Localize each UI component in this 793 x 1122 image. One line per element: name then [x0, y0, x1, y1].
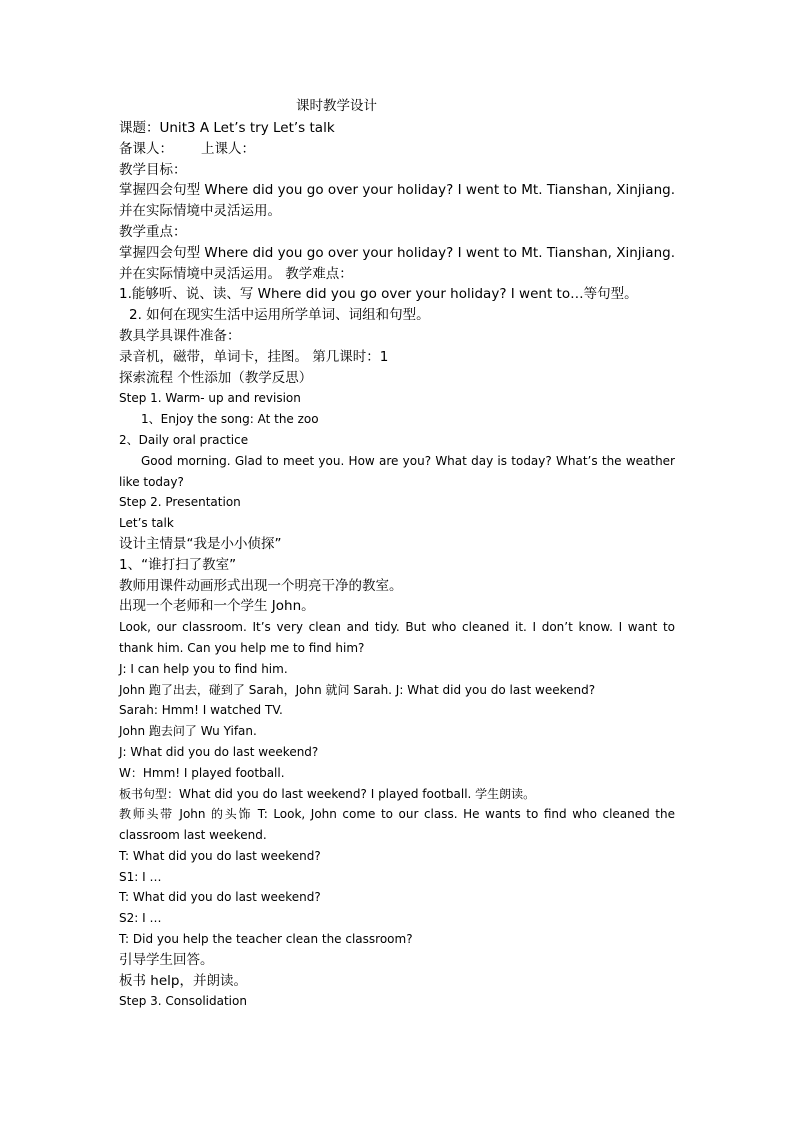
scene-1-heading: 1、“谁打扫了教室”: [119, 556, 237, 573]
step-2-heading: Step 2. Presentation: [119, 495, 241, 510]
board-line-1: 板书句型：What did you do last weekend? I played football. 学生朗读。: [119, 786, 536, 801]
process-heading: 探索流程 个性添加（教学反思）: [119, 369, 313, 386]
preparer-line: [119, 139, 675, 160]
scene-1-description: 教师用课件动画形式出现一个明亮干净的教室。: [119, 577, 403, 594]
teacher-question-3: T: Did you help the teacher clean the classroom?: [119, 932, 413, 947]
preparer-label: 备课人：: [119, 140, 173, 157]
difficulty-item-1: 1.能够听、说、读、写 Where did you go over your holiday? I went to…等句型。: [119, 286, 638, 303]
tools-text: 录音机，磁带，单词卡，挂图。 第几课时：1: [119, 348, 389, 365]
student-1-answer: S1: I …: [119, 869, 162, 884]
document-body: [119, 118, 675, 1012]
guide-line: 引导学生回答。: [119, 951, 214, 968]
john-asks-wu-line: John 跑去问了 Wu Yifan.: [119, 724, 257, 739]
teacher-question-1: T: What did you do last weekend?: [119, 848, 321, 863]
headwear-line: 教师头带 John 的头饰 T: Look, John come to our class. He wants to find who cleaned the classroom last weekend.: [119, 807, 675, 843]
step-1-dialog: Good morning. Glad to meet you. How are you? What day is today? What’s the weather like today?: [119, 453, 675, 489]
john-line-2: J: What did you do last weekend?: [119, 744, 319, 759]
john-line-1: J: I can help you to find him.: [119, 661, 288, 676]
step-3-heading: Step 3. Consolidation: [119, 994, 247, 1009]
tools-heading: 教具学具课件准备：: [119, 327, 241, 344]
sarah-line: Sarah: Hmm! I watched TV.: [119, 703, 283, 718]
goals-text: 掌握四会句型 Where did you go over your holiday? I went to Mt. Tianshan, Xinjiang. 并在实际情境中灵活运用。: [119, 182, 675, 220]
goals-heading: 教学目标：: [119, 161, 187, 178]
key-heading: 教学重点：: [119, 223, 187, 240]
student-2-answer: S2: I …: [119, 911, 162, 926]
scene-1-characters: 出现一个老师和一个学生 John。: [119, 598, 315, 615]
difficulty-item-2: 2. 如何在现实生活中运用所学单词、词组和句型。: [129, 307, 430, 324]
wu-line: W：Hmm! I played football.: [119, 765, 285, 780]
teacher-line: Look, our classroom. It’s very clean and tidy. But who cleaned it. I don’t know. I want to thank him. Can you help me to find him?: [119, 620, 675, 655]
document-title: 课时教学设计: [296, 98, 377, 114]
teacher-label: 上课人：: [201, 140, 255, 157]
topic-line: 课题：Unit3 A Let’s try Let’s talk: [119, 120, 335, 136]
john-runs-line: John 跑了出去，碰到了 Sarah，John 就问 Sarah. J: What did you do last weekend?: [119, 682, 596, 697]
step-1-item-1: 1、Enjoy the song: At the zoo: [141, 412, 319, 427]
scenario-line: 设计主情景“我是小小侦探”: [119, 535, 282, 552]
board-line-2: 板书 help，并朗读。: [119, 972, 247, 989]
teacher-question-2: T: What did you do last weekend?: [119, 890, 321, 905]
lets-talk-line: Let’s talk: [119, 516, 174, 531]
key-text: 掌握四会句型 Where did you go over your holiday? I went to Mt. Tianshan, Xinjiang. 并在实际情境中灵活运用。 教学难点：: [119, 244, 675, 282]
step-1-heading: Step 1. Warm- up and revision: [119, 391, 301, 406]
step-1-item-2: 2、Daily oral practice: [119, 432, 249, 447]
